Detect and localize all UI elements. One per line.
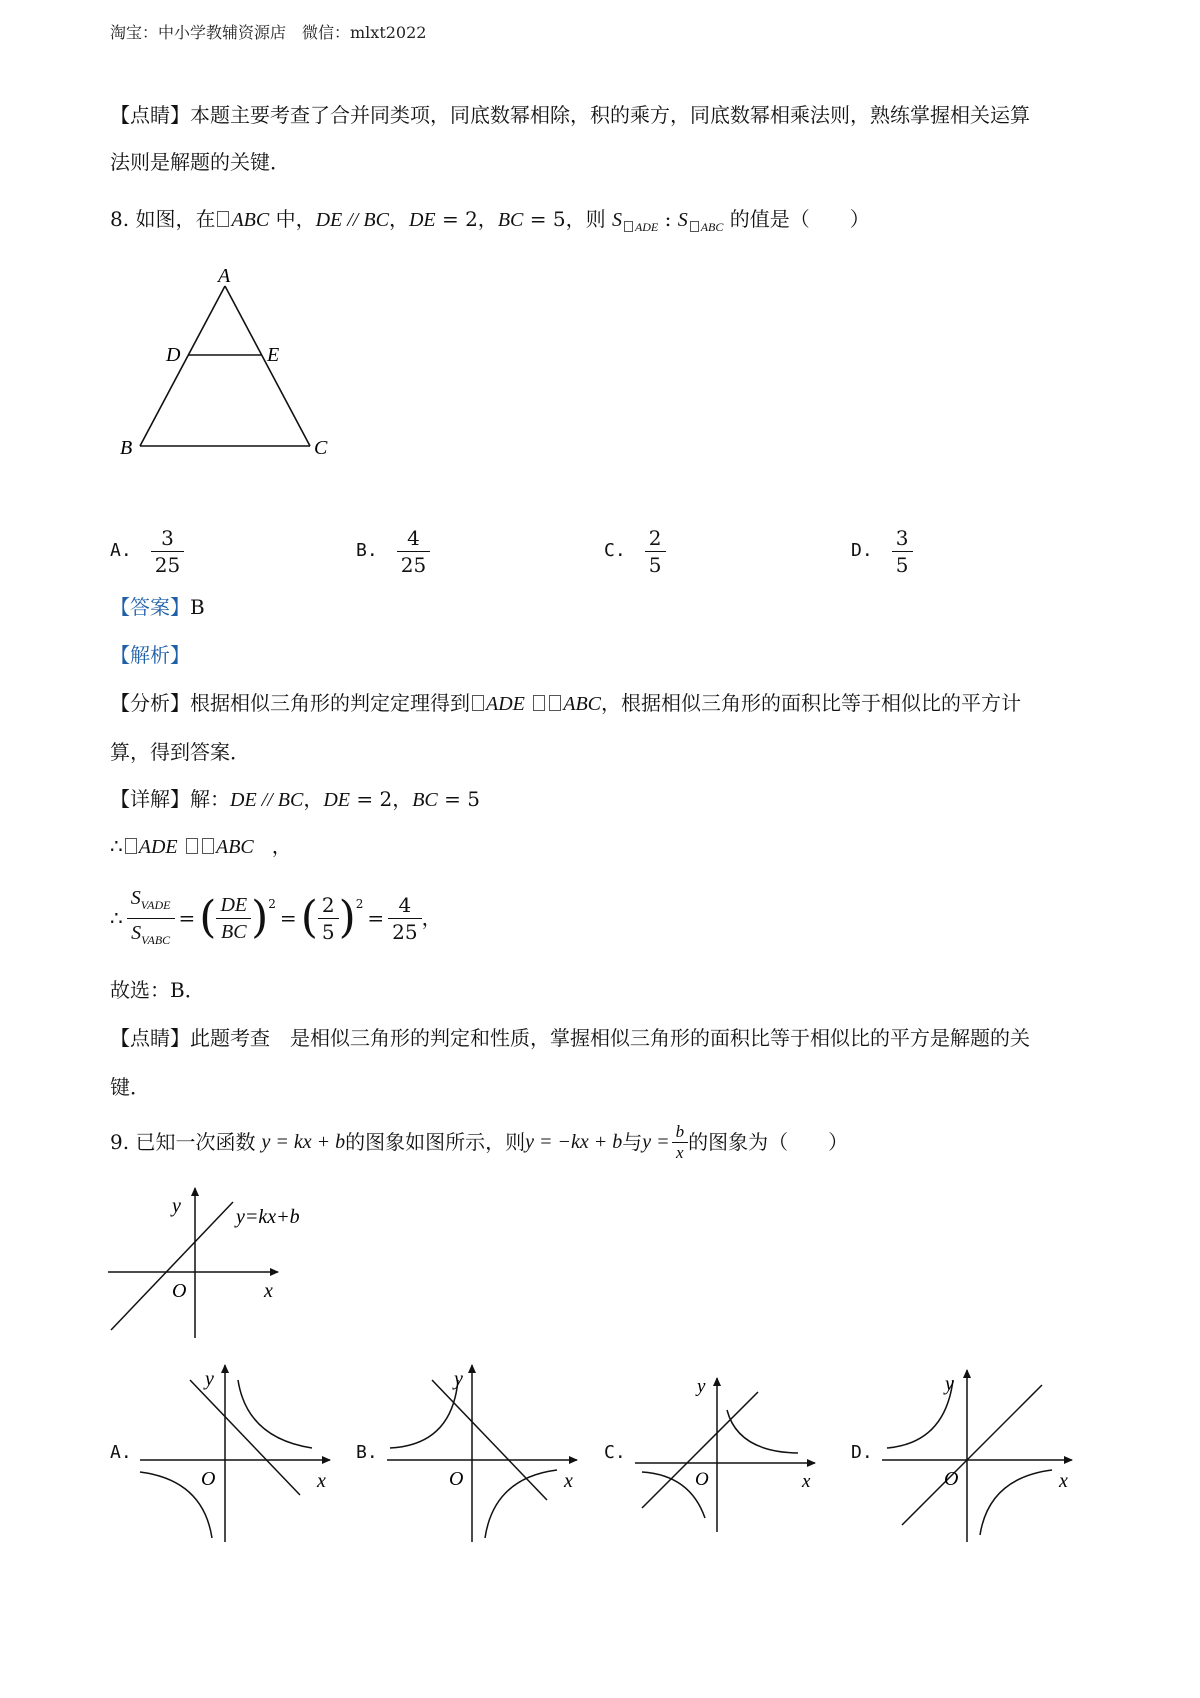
fenxi-ade: ADE [486, 693, 525, 715]
option-label: A. [110, 540, 132, 561]
option-label: D. [851, 540, 873, 561]
q8-answer [110, 592, 205, 622]
label-d: D [166, 344, 181, 366]
eq-end: ， [421, 906, 442, 930]
answer-value: B [190, 595, 205, 619]
triangle-figure [110, 260, 350, 460]
edge-ac [225, 286, 310, 446]
xiangjie-line [110, 784, 480, 815]
q9-text: 与 [622, 1130, 643, 1154]
label-b: B [120, 437, 133, 459]
q8-text: 的值是（ ） [723, 207, 870, 231]
linear-line [902, 1385, 1042, 1525]
fenxi-tag: 【分析】 [110, 691, 190, 715]
q9-stem [110, 1120, 848, 1164]
fenxi-abc: ABC [563, 693, 602, 715]
edge-ab [140, 286, 225, 446]
eq-de: DE [220, 893, 248, 916]
prev-tip-line2: 法则是解题的关键． [110, 150, 290, 174]
label-a: A [218, 265, 231, 287]
frac-den: 5 [892, 551, 913, 578]
frac-den: 25 [151, 551, 184, 578]
xiangjie-text: = 5 [437, 787, 480, 811]
eq-square: 2 [355, 897, 364, 911]
q9-linear2: y = −kx + b [525, 1131, 623, 1153]
q8-option-b[interactable] [356, 525, 430, 578]
frac-num: 2 [648, 526, 662, 550]
eq-s: S [130, 886, 141, 909]
answer-tag: 【答案】 [110, 595, 190, 619]
frac-num: 4 [407, 526, 420, 550]
eq-bc: BC [216, 918, 251, 945]
q8-option-a[interactable] [110, 525, 184, 578]
x-label: x [264, 1280, 273, 1302]
linear-line [642, 1392, 758, 1508]
triangle-symbol-icon [690, 221, 699, 232]
q9-text: 的图象如图所示，则 [345, 1130, 526, 1154]
frac-num: 3 [895, 526, 909, 550]
therefore-symbol: ∴ [110, 834, 123, 858]
q8-tip-line2: 键． [110, 1075, 150, 1099]
q8-s: S [611, 209, 622, 231]
origin-label: O [172, 1280, 187, 1302]
triangle-symbol-icon [125, 838, 137, 854]
x-label: x [317, 1470, 326, 1492]
y-label: y [454, 1368, 463, 1390]
fenxi-line1 [110, 688, 1021, 719]
q9-inverse-lhs: y = [642, 1131, 670, 1153]
q8-abc: ABC [231, 209, 270, 231]
q9-option-d-graph[interactable] [877, 1360, 1087, 1545]
q9-inverse-num: b [675, 1121, 685, 1141]
q9-text: 的图象为（ ） [688, 1130, 849, 1154]
q9-main-graph [100, 1180, 340, 1340]
q9-inverse-den: x [672, 1142, 689, 1163]
q8-s: S [677, 209, 688, 231]
q9-linear: y = kx + b [261, 1131, 346, 1153]
triangle-symbol-icon [217, 211, 229, 227]
hyperbola-branch-1 [390, 1380, 458, 1448]
q8-de: DE [408, 209, 436, 231]
hyperbola-branch-2 [980, 1470, 1052, 1535]
q9-option-a-label[interactable]: A. [110, 1442, 132, 1463]
sim-ade: ADE [138, 836, 178, 858]
eq-four: 4 [398, 892, 412, 917]
x-label: x [564, 1470, 573, 1492]
q8-tip-line1 [110, 1023, 1030, 1053]
q9-option-c-label[interactable]: C. [604, 1442, 626, 1463]
frac-den: 5 [645, 551, 666, 578]
fenxi-text: 根据相似三角形的判定定理得到 [190, 691, 470, 715]
q8-text: = 5 [523, 207, 566, 231]
q8-sub: ABC [700, 220, 724, 234]
sim-end: ， [271, 834, 292, 858]
eq-five: 5 [318, 918, 339, 945]
similar-line [110, 831, 292, 862]
q8-text: = 2， [435, 207, 498, 231]
q8-colon: : [658, 207, 678, 231]
choose-line: 故选：B． [110, 978, 205, 1002]
label-c: C [314, 437, 328, 459]
eq-sub: VADE [140, 897, 171, 912]
triangle-symbol-icon [549, 695, 561, 711]
hyperbola-branch-1 [727, 1410, 798, 1453]
x-label: x [802, 1471, 811, 1492]
eq-sub: VABC [141, 932, 171, 947]
q9-option-a-graph[interactable] [135, 1360, 345, 1545]
fenxi-line2: 算，得到答案． [110, 740, 250, 764]
q9-option-c-graph[interactable] [630, 1360, 830, 1535]
q9-number: 9. 已知一次函数 [110, 1130, 256, 1154]
xiangjie-parallel: DE // BC [230, 789, 304, 811]
q8-option-d[interactable] [851, 525, 913, 578]
x-label: x [1059, 1470, 1068, 1492]
hyperbola-branch-1 [238, 1380, 312, 1448]
therefore-symbol: ∴ [110, 906, 123, 930]
q9-option-d-label[interactable]: D. [851, 1442, 873, 1463]
prev-tip-line1 [110, 100, 1030, 130]
xiangjie-text: = 2， [350, 787, 413, 811]
frac-den: 25 [397, 551, 430, 578]
eq-s: S [131, 921, 142, 944]
q8-option-c[interactable] [604, 525, 666, 578]
y-label: y [697, 1376, 706, 1397]
xiangjie-text: 解： [190, 787, 230, 811]
tip-tag: 【点睛】 [110, 1026, 190, 1050]
origin-label: O [449, 1468, 464, 1490]
hyperbola-branch-1 [887, 1380, 953, 1448]
y-label: y [172, 1195, 181, 1217]
hyperbola-branch-2 [485, 1470, 557, 1538]
eq-twentyfive: 25 [388, 918, 421, 945]
page-header: 淘宝：中小学教辅资源店 微信：mlxt2022 [110, 23, 427, 42]
y-label: y [205, 1368, 214, 1390]
ratio-equation: ∴ $\frac{S_{VADE}}{S_{VABC}}$ = ( $\frac{DE}{BC}$ ) $^2$ = ( $\frac{2}{5}$ ) $^2$ = $\frac{4}{25}$ ， [110, 885, 442, 951]
eq-two: 2 [321, 892, 335, 917]
tip-text: 此题考查 是相似三角形的判定和性质，掌握相似三角形的面积比等于相似比的平方是解题的关 [190, 1026, 1030, 1050]
tip-text: 本题主要考查了合并同类项，同底数幂相除，积的乘方，同底数幂相乘法则，熟练掌握相关运算 [190, 103, 1030, 127]
option-label: B. [356, 540, 378, 561]
xiangjie-text: ， [303, 787, 324, 811]
triangle-symbol-icon [202, 838, 214, 854]
triangle-symbol-icon [624, 221, 633, 232]
q8-number: 8. 如图，在 [110, 207, 216, 231]
label-e: E [267, 344, 280, 366]
line-kx-b [111, 1202, 233, 1330]
origin-label: O [695, 1469, 709, 1490]
origin-label: O [201, 1468, 216, 1490]
q8-text: ， [388, 207, 409, 231]
eq-square: 2 [268, 897, 276, 911]
frac-num: 3 [161, 526, 174, 550]
q9-option-b-graph[interactable] [382, 1360, 592, 1545]
q8-bc: BC [497, 209, 524, 231]
tip-tag: 【点睛】 [110, 103, 190, 127]
xiangjie-de: DE [323, 789, 351, 811]
y-label: y [945, 1373, 954, 1395]
q8-text: 中， [269, 207, 316, 231]
triangle-symbol-icon [472, 695, 484, 711]
option-label: C. [604, 540, 626, 561]
q8-text: ，则 [565, 207, 612, 231]
xiangjie-bc: BC [412, 789, 438, 811]
analysis-tag: 【解析】 [110, 643, 190, 667]
q9-option-b-label[interactable]: B. [356, 1442, 378, 1463]
origin-label: O [944, 1468, 959, 1490]
q8-sub: ADE [634, 220, 659, 234]
similar-symbol-icon [533, 695, 545, 711]
q8-parallel: DE // BC [315, 209, 389, 231]
similar-symbol-icon [186, 838, 198, 854]
line-label: y=kx+b [236, 1206, 300, 1228]
q8-stem [110, 204, 870, 242]
xiangjie-tag: 【详解】 [110, 787, 190, 811]
fenxi-text: ，根据相似三角形的面积比等于相似比的平方计 [601, 691, 1022, 715]
sim-abc: ABC [215, 836, 254, 858]
